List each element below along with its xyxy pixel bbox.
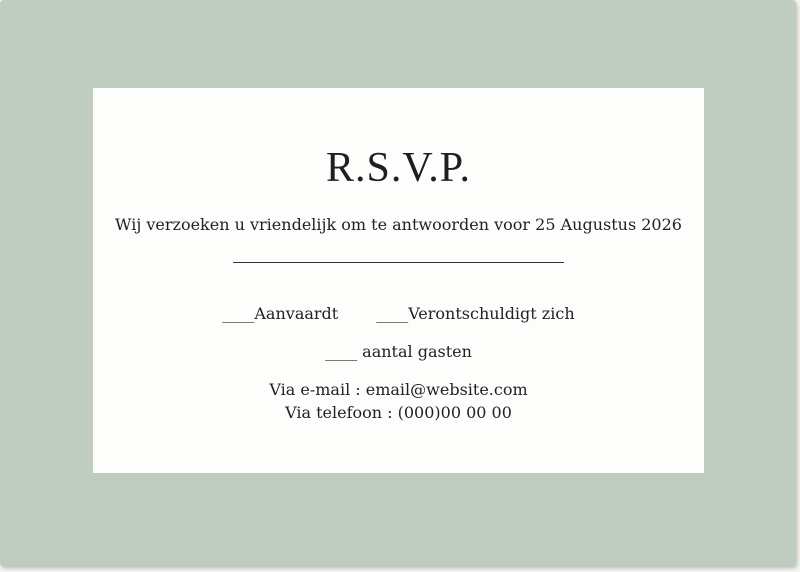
contact-email: Via e-mail : email@website.com: [269, 380, 528, 399]
rsvp-request-text: Wij verzoeken u vriendelijk om te antwoorden voor 25 Augustus 2026: [115, 215, 682, 234]
rsvp-title: R.S.V.P.: [326, 145, 471, 191]
name-fill-line: [233, 262, 564, 263]
decline-option: ____Verontschuldigt zich: [376, 304, 575, 323]
response-options: [93, 304, 704, 323]
rsvp-card-paper: [93, 88, 704, 473]
contact-phone: Via telefoon : (000)00 00 00: [285, 403, 512, 422]
contact-info: [93, 378, 704, 424]
guest-count-line: ____ aantal gasten: [325, 342, 472, 361]
accept-option: ____Aanvaardt: [222, 304, 339, 323]
